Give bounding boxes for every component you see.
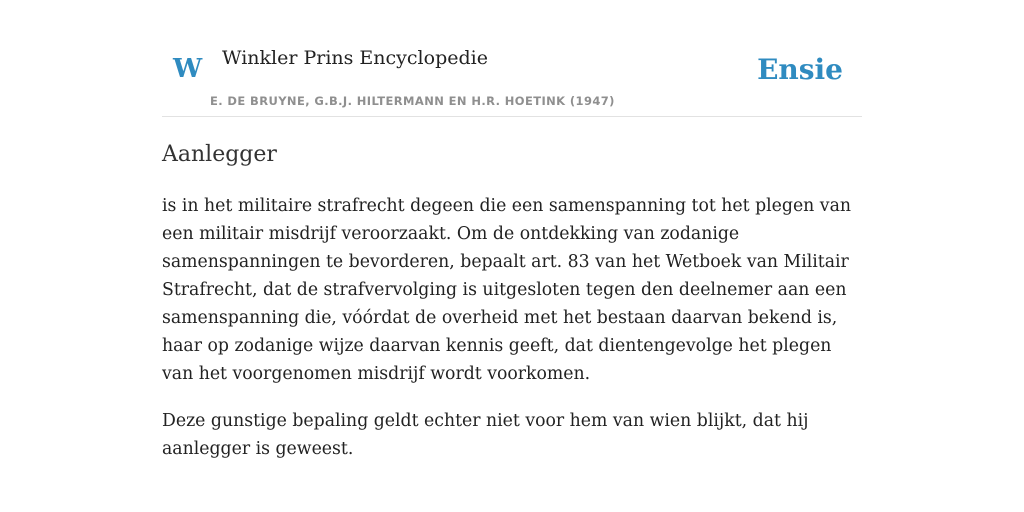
source-header: [162, 0, 862, 117]
entry-paragraph: is in het militaire strafrecht degeen die een samenspanning tot het plegen van een militair misdrijf veroorzaakt. Om de ontdekking van zodanige samenspanningen te bevorderen, bepaalt art. 83 van het Wetboek van Militair Strafrecht, dat de strafvervolging is uitgesloten tegen den deelnemer aan een samenspanning die, vóórdat de overheid met het bestaan daarvan bekend is, haar op zodanige wijze daarvan kennis geeft, dat dientengevolge het plegen van het voorgenomen misdrijf wordt voorkomen.: [162, 196, 852, 384]
entry-title: Aanlegger: [162, 142, 277, 167]
winkler-prins-logo[interactable]: W: [173, 54, 203, 84]
entry-paragraph: Deze gunstige bepaling geldt echter niet voor hem van wien blijkt, dat hij aanlegger is geweest.: [162, 411, 809, 459]
source-title[interactable]: Winkler Prins Encyclopedie: [222, 47, 488, 69]
entry-body: [162, 192, 862, 482]
source-authors: E. DE BRUYNE, G.B.J. HILTERMANN EN H.R. HOETINK (1947): [210, 94, 615, 108]
ensie-brand-link[interactable]: Ensie: [757, 53, 843, 86]
